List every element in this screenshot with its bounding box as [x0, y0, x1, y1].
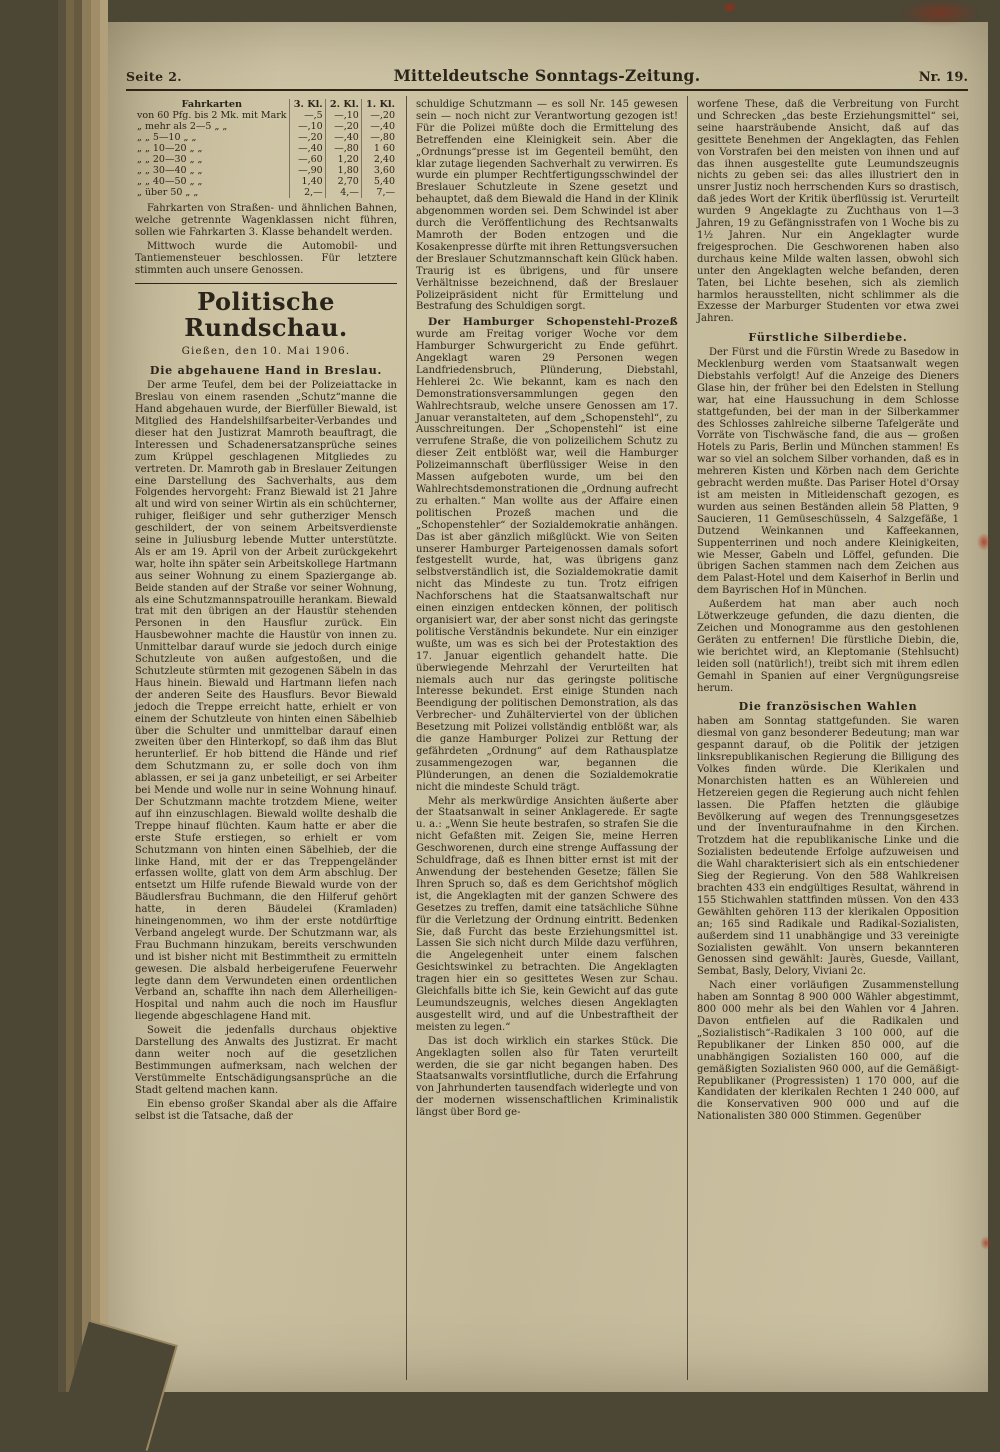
- paragraph: Ein ebenso großer Skandal aber als die Affaire selbst ist die Tatsache, daß der: [135, 1098, 397, 1122]
- fare-table-body: [135, 110, 397, 198]
- columns: [126, 96, 968, 1380]
- fare-table-row: [135, 143, 397, 154]
- fare-table-row: [135, 187, 397, 198]
- fare-cell: —,10: [289, 121, 325, 132]
- fare-cell: 1 60: [361, 143, 397, 154]
- fare-table-row: [135, 176, 397, 187]
- fare-cell: —,20: [289, 132, 325, 143]
- fare-cell: 2,40: [361, 154, 397, 165]
- section-rule: [135, 283, 397, 284]
- fare-table-row: [135, 121, 397, 132]
- fare-cell: „ über 50 „ „: [137, 187, 199, 198]
- fare-cell: —,10: [325, 110, 361, 121]
- page-edge: [91, 0, 100, 1392]
- stain: [722, 2, 738, 13]
- fare-table-row: [135, 110, 397, 121]
- article-title-schopenstehl: Der Hamburger Schopenstehl-Prozeß: [428, 316, 678, 329]
- paragraph: Der Fürst und die Fürstin Wrede zu Basedow in Mecklenburg werden vom Staatsanwalt wegen Diebstahls verfolgt! Auf die Anzeige des Dieners Glase hin, der früher bei den Edelsten in Stellung war, hat eine Haussuchung in dem Schlosse stattgefunden, bei der man in der Silberkammer des Schlosses zahlreiche silberne Tafelgeräte und Vorräte von Tischwäsche fand, die aus — großen Hotels zu Paris, Berlin und München stammen! Es war so viel an solchem Silber vorhanden, daß es in mehreren Kisten und Körben nach dem Gerichte gebracht werden mußte. Das Pariser Hotel d'Orsay ist am meisten in Mitleidenschaft gezogen, es wurden aus seinen Beständen allein 58 Platten, 9 Saucieren, 11 Gemüseschüsseln, 4 Salzgefäße, 1 Dutzend Weinkannen und Kaffeekannen, Suppenterrinen und noch andere Kleinigkeiten, wie Messer, Gabeln und Löffel, gefunden. Die übrigen Sachen stammen nach dem Zeichen aus dem Palast-Hotel und dem Kaiserhof in Berlin und dem Bayrischen Hof in München.: [697, 347, 959, 597]
- fare-cell: —,80: [361, 132, 397, 143]
- paragraph: Das ist doch wirklich ein starkes Stück. Die Angeklagten sollen also für Taten verurteilt werden, die sie gar nicht begangen haben. Des Staatsanwalts vorsintflutliche, durch die Erfahrung von Jahrhunderten tausendfach widerlegte und von der modernen wissenschaftlichen Kriminalistik längst über Bord ge-: [416, 1035, 678, 1119]
- fare-cell: von 60 Pfg. bis 2 Mk. mit Mark: [137, 110, 287, 121]
- paragraph: Außerdem hat man aber auch noch Lötwerkzeuge gefunden, die dazu dienten, die Zeichen und Monogramme aus den gestohlenen Geräten zu entfernen! Die fürstliche Diebin, die, wie berichtet wird, an Kleptomanie (Stehlsucht) leiden soll (natürlich!), treibt sich mit ihrem edlen Gemahl in Spanien auf einer Vergnügungsreise herum.: [697, 599, 959, 694]
- paragraph: Der arme Teufel, dem bei der Polizeiattacke in Breslau von einem rasenden „Schutz“manne die Hand abgehauen wurde, der Bierfüller Biewald, ist Mitglied des Handelshilfsarbeiter-Verbandes und dieser hat den Justizrat Mamroth beauftragt, die Interessen und Schadenersatzansprüche seines zum Krüppel geschlagenen Mitgliedes zu vertreten. Dr. Mamroth gab in Breslauer Zeitungen eine Darstellung des Sachverhalts, aus dem Folgendes hervorgeht: Franz Biewald ist 21 Jahre alt und wird von seiner Wirtin als ein schüchterner, ruhiger, fleißiger und sehr gutherziger Mensch geschildert, der von seinem Arbeitsverdienste seine in Juliusburg lebende Mutter unterstützte. Als er am 19. April von der Arbeit zurückgekehrt war, holte ihn später sein Arbeitskollege Hartmann aus seiner Wohnung zu einem Spaziergange ab. Beide standen auf der Straße vor seiner Wohnung, als eine Schutzmannspatrouille herankam. Biewald trat mit den übrigen an der Haustür stehenden Personen in den Hausflur zurück. Ein Hausbewohner machte die Haustür von innen zu. Unmittelbar darauf wurde sie jedoch durch einige Schutzleute von außen aufgestoßen, und die Schutzleute stürmten mit gezogenen Säbeln in das Haus hinein. Biewald und Hartmann liefen nach der anderen Seite des Hausflurs. Bevor Biewald jedoch die Treppe erreicht hatte, erhielt er von einem der Schutzleute von hinten einen Säbelhieb über die Schulter und unmittelbar darauf einen zweiten über den Hinterkopf, so daß ihm das Blut herunterlief. Er hob bittend die Hände und rief dem Schutzmann zu, er solle doch von ihm ablassen, er sei ja ganz unbeteiligt, er sei Arbeiter bei Mende und wolle nur in seine Wohnung hinauf. Der Schutzmann machte trotzdem Miene, weiter auf ihn einzuschlagen. Biewald wollte deshalb die Treppe hinauf flüchten. Kaum hatte er aber die erste Stufe erstiegen, so erhielt er vom Schutzmann von hinten einen Säbelhieb, der die linke Hand, mit der er das Treppengeländer erfassen wollte, glatt von dem Arm abschlug. Der entsetzt um Hilfe rufende Biewald wurde von der Bäudlersfrau Buchmann, die den Hilferuf gehört hatte, in deren Bäudelei (Kramladen) hineingenommen, wo ihm der erste notdürftige Verband angelegt wurde. Der Schutzmann war, als Frau Buchmann hinzukam, bereits verschwunden und ist bisher nicht mit Bestimmtheit zu ermitteln gewesen. Die alsbald herbeigerufene Feuerwehr legte dann dem Verwundeten einen ordentlichen Verband an, schaffte ihn nach dem Allerheiligen-Hospital und nahm auch die noch im Hausflur liegende abgeschlagene Hand mit.: [135, 380, 397, 1023]
- fare-table-row: [135, 165, 397, 176]
- fare-table-title: Fahrkarten: [181, 99, 243, 110]
- fare-col-2kl: 2. Kl.: [325, 99, 361, 110]
- fare-cell: 5,40: [361, 176, 397, 187]
- page-edge: [58, 0, 66, 1392]
- paragraph: worfene These, daß die Verbreitung von Furcht und Schrecken „das beste Erziehungsmittel“ sei, seine haarsträubende Ansicht, daß auf das gesittete Benehmen der Angeklagten, das Fehlen von Vorstrafen bei den meisten von ihnen und auf das ihnen ausgestellte gute Leumundszeugnis nichts zu geben sei: das alles illustriert den in unsrer Justiz noch herrschenden Kurs so drastisch, daß jedes Wort der Kritik überflüssig ist. Verurteilt wurden 9 Angeklagte zu Zuchthaus von 1—3 Jahren, 19 zu Gefängnisstrafen von 1 Woche bis zu 1½ Jahren. Nur ein Angeklagter wurde freigesprochen. Die Geschworenen haben also durchaus keine Milde walten lassen, obwohl sich unter den Angeklagten welche befanden, deren Taten, bei Lichte besehen, sich als ziemlich harmlos herausstellten, nicht schlimmer als die Exzesse der Marburger Studenten vor etwa zwei Jahren.: [697, 99, 959, 325]
- article-schopenstehl: [416, 317, 678, 793]
- page-edge: [66, 0, 74, 1392]
- fare-cell: „ „ 10—20 „ „: [137, 143, 203, 154]
- fare-cell: —,40: [361, 121, 397, 132]
- fare-cell: 7,—: [361, 187, 397, 198]
- fare-cell: „ „ 30—40 „ „: [137, 165, 203, 176]
- fare-cell: „ „ 20—30 „ „: [137, 154, 203, 165]
- paragraph: schuldige Schutzmann — es soll Nr. 145 gewesen sein — noch nicht zur Verantwortung gezogen ist! Für die Polizei müßte doch die Ermittelung des Betreffenden eine Kleinigkeit sein. Aber die „Ordnungs“presse ist im Gegenteil bemüht, den klar zutage liegenden Sachverhalt zu verwirren. Es wurde ein plumper Rechtfertigungsschwindel der Breslauer Schutzleute in Szene gesetzt und behauptet, daß dem Biewald die Hand in der Klinik abgenommen worden sei. Dem Schwindel ist aber durch die Veröffentlichung des Rechtsanwalts Mamroth der Boden entzogen und die Kosakenpresse dürfte mit ihren Rettungsversuchen der Breslauer Schutzmannschaft kein Glück haben. Traurig ist es übrigens, und für unsere Verhältnisse bezeichnend, daß der Breslauer Polizeipräsident nicht für Ermittelung und Bestrafung des Schuldigen sorgt.: [416, 99, 678, 313]
- article-continuation-schopenstehl: [697, 99, 959, 325]
- article-continuation-breslau: [416, 99, 678, 313]
- article-body-wahlen: [697, 980, 959, 1123]
- column-2: [406, 96, 687, 1380]
- newspaper-page: [108, 22, 988, 1392]
- paragraph: Mittwoch wurde die Automobil- und Tantiemensteuer beschlossen. Für letztere stimmten auch unsere Genossen.: [135, 240, 397, 276]
- page-header: [126, 66, 968, 85]
- page-edge: [74, 0, 82, 1392]
- fare-col-3kl: 3. Kl.: [289, 99, 325, 110]
- dateline: Gießen, den 10. Mai 1906.: [181, 345, 351, 358]
- fare-cell: „ mehr als 2—5 „ „: [137, 121, 228, 132]
- fare-table-header: [135, 99, 397, 110]
- paragraph: Fahrkarten von Straßen- und ähnlichen Bahnen, welche getrennte Wagenklassen nicht führen, sollen wie Fahrkarten 3. Klasse behandelt werden.: [135, 203, 397, 238]
- newspaper-title: Mitteldeutsche Sonntags-Zeitung.: [393, 66, 701, 85]
- article-lead-schopenstehl: wurde am Freitag voriger Woche vor dem Hamburger Schwurgericht zu Ende geführt. Angeklagt waren 29 Personen wegen Landfriedensbruch, Plünderung, Diebstahl, Hehlerei 2c. Wie bekannt, kam es nach den Demonstrationsversammlungen gegen den Wahlrechtsraub, welche unsere Genossen am 17. Januar veranstalteten, auf dem „Schopenstehl“, zu Ausschreitungen. Der „Schopenstehl“ ist eine verrufene Straße, die von polizeilichem Schutz zu dieser Zeit entblößt war, weil die Hamburger Polizeimannschaft überflüssiger Weise in den Massen aufgeboten wurde, um bei den Wahlrechtsdemonstrationen die „Ordnung aufrecht zu erhalten.“ Man wollte aus der Affaire einen politischen Prozeß machen und die „Schopenstehler“ der Sozialdemokratie anhängen. Das ist aber gänzlich mißglückt. Wie von Seiten unserer Hamburger Parteigenossen damals sofort festgestellt wurde, hat, was übrigens ganz selbstverständlich ist, die Sozialdemokratie damit nicht das Mindeste zu tun. Trotz eifrigen Nachforschens hat die Staatsanwaltschaft nur einen einzigen entdecken können, der politisch organisiert war, der aber sonst nicht das geringste politische Verständnis bekundete. Nur ein einziger wußte, um was es sich bei der Protestaktion des 17. Januar eigentlich gehandelt hatte. Die überwiegende Mehrzahl der Verurteilten hat niemals auch nur das geringste politische Interesse bekundet. Erst einige Stunden nach Beendigung der politischen Demonstration, als das Verbrecher- und Zuhälterviertel von der üblichen Besetzung mit Polizei vollständig entblößt war, als die ganze Hamburger Polizei zur Rettung der gefährdeten „Ordnung“ auf dem Rathausplatze zusammengezogen war, begannen die Plünderungen, an denen die Sozialdemokratie nicht die mindeste Schuld trägt.: [416, 329, 678, 793]
- paragraph: Nach einer vorläufigen Zusammenstellung haben am Sonntag 8 900 000 Wähler abgestimmt, 800 000 mehr als bei den Wahlen vor 4 Jahren. Davon entfielen auf die Radikalen und „Sozialistisch“-Radikalen 3 100 000, auf die Republikaner der Linken 850 000, auf die unabhängigen Sozialisten 160 000, auf die gemäßigten Sozialisten 960 000, auf die Gemäßigt-Republikaner (Progressisten) 1 170 000, auf die Kandidaten der klerikalen Rechten 1 240 000, auf die Konservativen 900 000 und auf die Nationalisten 380 000 Stimmen. Gegenüber: [697, 980, 959, 1123]
- fare-cell: 2,—: [289, 187, 325, 198]
- fare-cell: —,40: [289, 143, 325, 154]
- header-rule: [126, 89, 968, 91]
- fare-col-1kl: 1. Kl.: [361, 99, 397, 110]
- fare-cell: —,5: [289, 110, 325, 121]
- fare-cell: —,40: [325, 132, 361, 143]
- paragraph: Soweit die jedenfalls durchaus objektive Darstellung des Anwalts des Justizrat. Er macht dann weiter noch auf die gesetzlichen Bestimmungen aufmerksam, nach welchen der Verstümmelte Entschädigungsansprüche an die Stadt geltend machen kann.: [135, 1025, 397, 1096]
- fare-table-row: [135, 154, 397, 165]
- article-body-schopenstehl: [416, 796, 678, 1119]
- article-lead-wahlen: haben am Sonntag stattgefunden. Sie waren diesmal von ganz besonderer Bedeutung; man war gespannt darauf, ob die Politik der jetzigen linksrepublikanischen Regierung die Billigung des Volkes finden würde. Die Klerikalen und Monarchisten hatten es an Wühlereien und Hetzereien gegen die Regierung auch nicht fehlen lassen. Die Pfaffen hetzten die gläubige Bevölkerung auf wegen des Trennungsgesetzes und der Inventuraufnahme in den Kirchen. Trotzdem hat die republikanische Linke und die Sozialisten bedeutende Erfolge aufzuweisen und die Wahl charakterisiert sich als ein entschiedener Sieg der Regierung. Von den 588 Wahlkreisen brachten 433 ein endgültiges Resultat, während in 155 Stichwahlen stattfinden müssen. Von den 433 Gewählten gehören 113 der klerikalen Opposition an; 165 sind Radikale und Radikal-Sozialisten, außerdem sind 11 unabhängige und 33 vereinigte Sozialisten gewählt. Von unsern bekannteren Genossen sind gewählt: Jaurès, Guesde, Vaillant, Sembat, Basly, Delory, Viviani 2c.: [697, 716, 959, 978]
- page-number: Seite 2.: [126, 69, 183, 84]
- fare-cell: 1,40: [289, 176, 325, 187]
- article-body-silberdiebe: [697, 347, 959, 694]
- article-title-wahlen: Die französischen Wahlen: [738, 700, 918, 714]
- page-edge: [82, 0, 91, 1392]
- article-title-breslau: Die abgehauene Hand in Breslau.: [149, 364, 383, 378]
- fare-cell: —,80: [325, 143, 361, 154]
- page-edge: [100, 0, 108, 1392]
- fare-cell: 4,—: [325, 187, 361, 198]
- article-body-breslau: [135, 380, 397, 1122]
- article-title-silberdiebe: Fürstliche Silberdiebe.: [748, 331, 908, 345]
- fare-cell: „ „ 5—10 „ „: [137, 132, 197, 143]
- fare-cell: 2,70: [325, 176, 361, 187]
- fare-table: [135, 99, 397, 198]
- fare-cell: —,20: [325, 121, 361, 132]
- fare-cell: —,20: [361, 110, 397, 121]
- fare-cell: —,60: [289, 154, 325, 165]
- fare-table-row: [135, 132, 397, 143]
- fare-cell: 3,60: [361, 165, 397, 176]
- fare-cell: 1,20: [325, 154, 361, 165]
- fare-cell: 1,80: [325, 165, 361, 176]
- fare-notes: [135, 203, 397, 276]
- column-3: [687, 96, 968, 1380]
- fare-cell: —,90: [289, 165, 325, 176]
- section-title: Politische Rundschau.: [184, 287, 348, 343]
- paragraph: Mehr als merkwürdige Ansichten äußerte aber der Staatsanwalt in seiner Anklagerede. Er sagte u. a.: „Wenn Sie heute bestrafen, so strafen Sie die nicht Gefaßten mit. Zeigen Sie, meine Herren Geschworenen, durch eine strenge Auffassung der Schuldfrage, daß es Ihnen bitter ernst ist mit der Anwendung der bestehenden Gesetze; fällen Sie Ihren Spruch so, daß es dem Gerichtshof möglich ist, die Angeklagten mit der ganzen Schwere des Gesetzes zu treffen, damit eine tatsächliche Sühne für die Verletzung der Ordnung eintritt. Bedenken Sie, daß Furcht das beste Erziehungsmittel ist. Lassen Sie sich nicht durch Milde dazu verführen, die Angelegenheit unter einem falschen Gesichtswinkel zu betrachten. Die Angeklagten tragen hier ein so gesittetes Wesen zur Schau. Gleichfalls bitte ich Sie, kein Gewicht auf das gute Leumundszeugnis, welches diesen Angeklagten ausgestellt wird, und auf die Unbestraftheit der meisten zu legen.“: [416, 795, 678, 1033]
- fare-cell: „ „ 40—50 „ „: [137, 176, 203, 187]
- issue-number: Nr. 19.: [918, 70, 968, 85]
- column-1: [126, 96, 406, 1380]
